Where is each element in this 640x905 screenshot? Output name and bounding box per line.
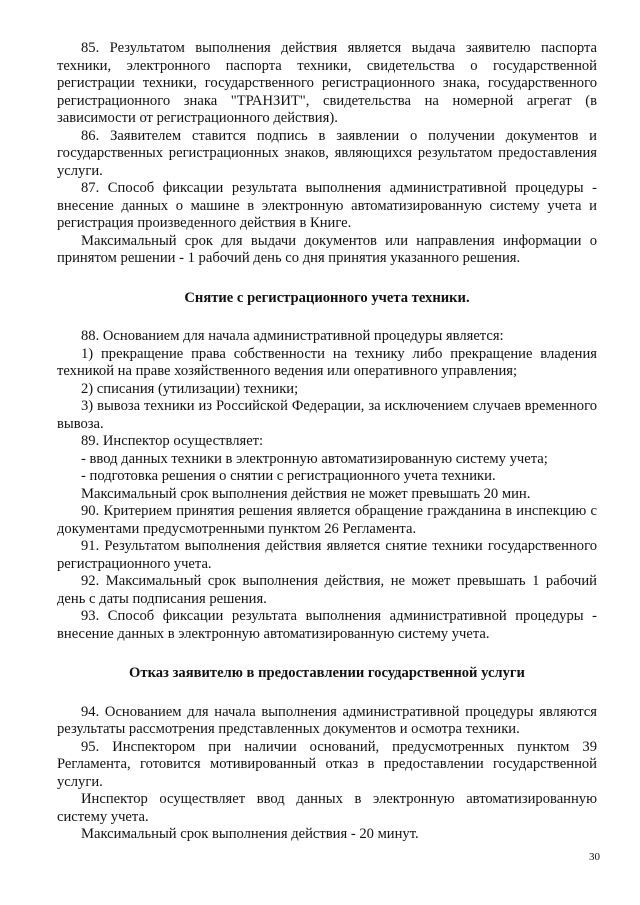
paragraph-90: 90. Критерием принятия решения является обращение гражданина в инспекцию с документами предусмотренными пунктом 26 Регламента. bbox=[57, 503, 597, 537]
dash-item-input: - ввод данных техники в электронную автоматизированную систему учета; bbox=[81, 450, 548, 467]
list-item-2: 2) списания (утилизации) техники; bbox=[81, 380, 299, 397]
section-heading-refusal: Отказ заявителю в предоставлении государственной услуги bbox=[129, 665, 525, 681]
paragraph-94: 94. Основанием для начала выполнения административной процедуры являются результаты рассмотрения представленных документов и осмотра техники. bbox=[57, 703, 597, 737]
paragraph-89: 89. Инспектор осуществляет: bbox=[81, 433, 264, 449]
paragraph-max-time-20-min: Максимальный срок выполнения действия - 20 минут. bbox=[81, 826, 419, 842]
list-item-1: 1) прекращение права собственности на технику либо прекращение владения техникой на праве хозяйственного ведения или оперативного управления; bbox=[57, 345, 597, 379]
paragraph-86: 86. Заявителем ставится подпись в заявлении о получении документов и государственных регистрационных знаков, являющихся результатом предоставления услуги. bbox=[57, 127, 597, 179]
paragraph-87: 87. Способ фиксации результата выполнения административной процедуры - внесение данных о машине в электронную автоматизированную систему учета и регистрация произведенного действия в Книге. bbox=[57, 180, 597, 231]
paragraph-85: 85. Результатом выполнения действия является выдача заявителю паспорта техники, электронного паспорта техники, свидетельства о государственной регистрации техники, государственного регистрационного знака, государственного регистрационного знака "ТРАНЗИТ", свидетельства на номерной агрегат (в зависимости от регистрационного действия). bbox=[57, 40, 597, 126]
page-number: 30 bbox=[589, 851, 600, 863]
dash-item-prepare: - подготовка решения о снятии с регистрационного учета техники. bbox=[81, 468, 496, 484]
document-page bbox=[57, 40, 597, 844]
paragraph-91: 91. Результатом выполнения действия является снятие техники государственного регистрационного учета. bbox=[57, 538, 597, 572]
paragraph-max-time-20: Максимальный срок выполнения действия не может превышать 20 мин. bbox=[81, 485, 531, 502]
paragraph-88: 88. Основанием для начала административной процедуры является: bbox=[81, 328, 504, 344]
paragraph-93: 93. Способ фиксации результата выполнения административной процедуры - внесение данных в электронную автоматизированную систему учета. bbox=[57, 608, 597, 642]
section-heading-deregistration: Снятие с регистрационного учета техники. bbox=[184, 289, 470, 306]
list-item-3: 3) вывоза техники из Российской Федерации, за исключением случаев временного вывоза. bbox=[57, 398, 597, 432]
paragraph-max-term: Максимальный срок для выдачи документов или направления информации о принятом решении - 1 рабочий день со дня принятия указанного решения. bbox=[57, 232, 597, 266]
paragraph-92: 92. Максимальный срок выполнения действия, не может превышать 1 рабочий день с даты подписания решения. bbox=[57, 573, 597, 607]
paragraph-inspector-input: Инспектор осуществляет ввод данных в электронную автоматизированную систему учета. bbox=[57, 791, 597, 825]
paragraph-95: 95. Инспектором при наличии оснований, предусмотренных пунктом 39 Регламента, готовится мотивированный отказ в предоставлении государственной услуги. bbox=[57, 738, 597, 790]
